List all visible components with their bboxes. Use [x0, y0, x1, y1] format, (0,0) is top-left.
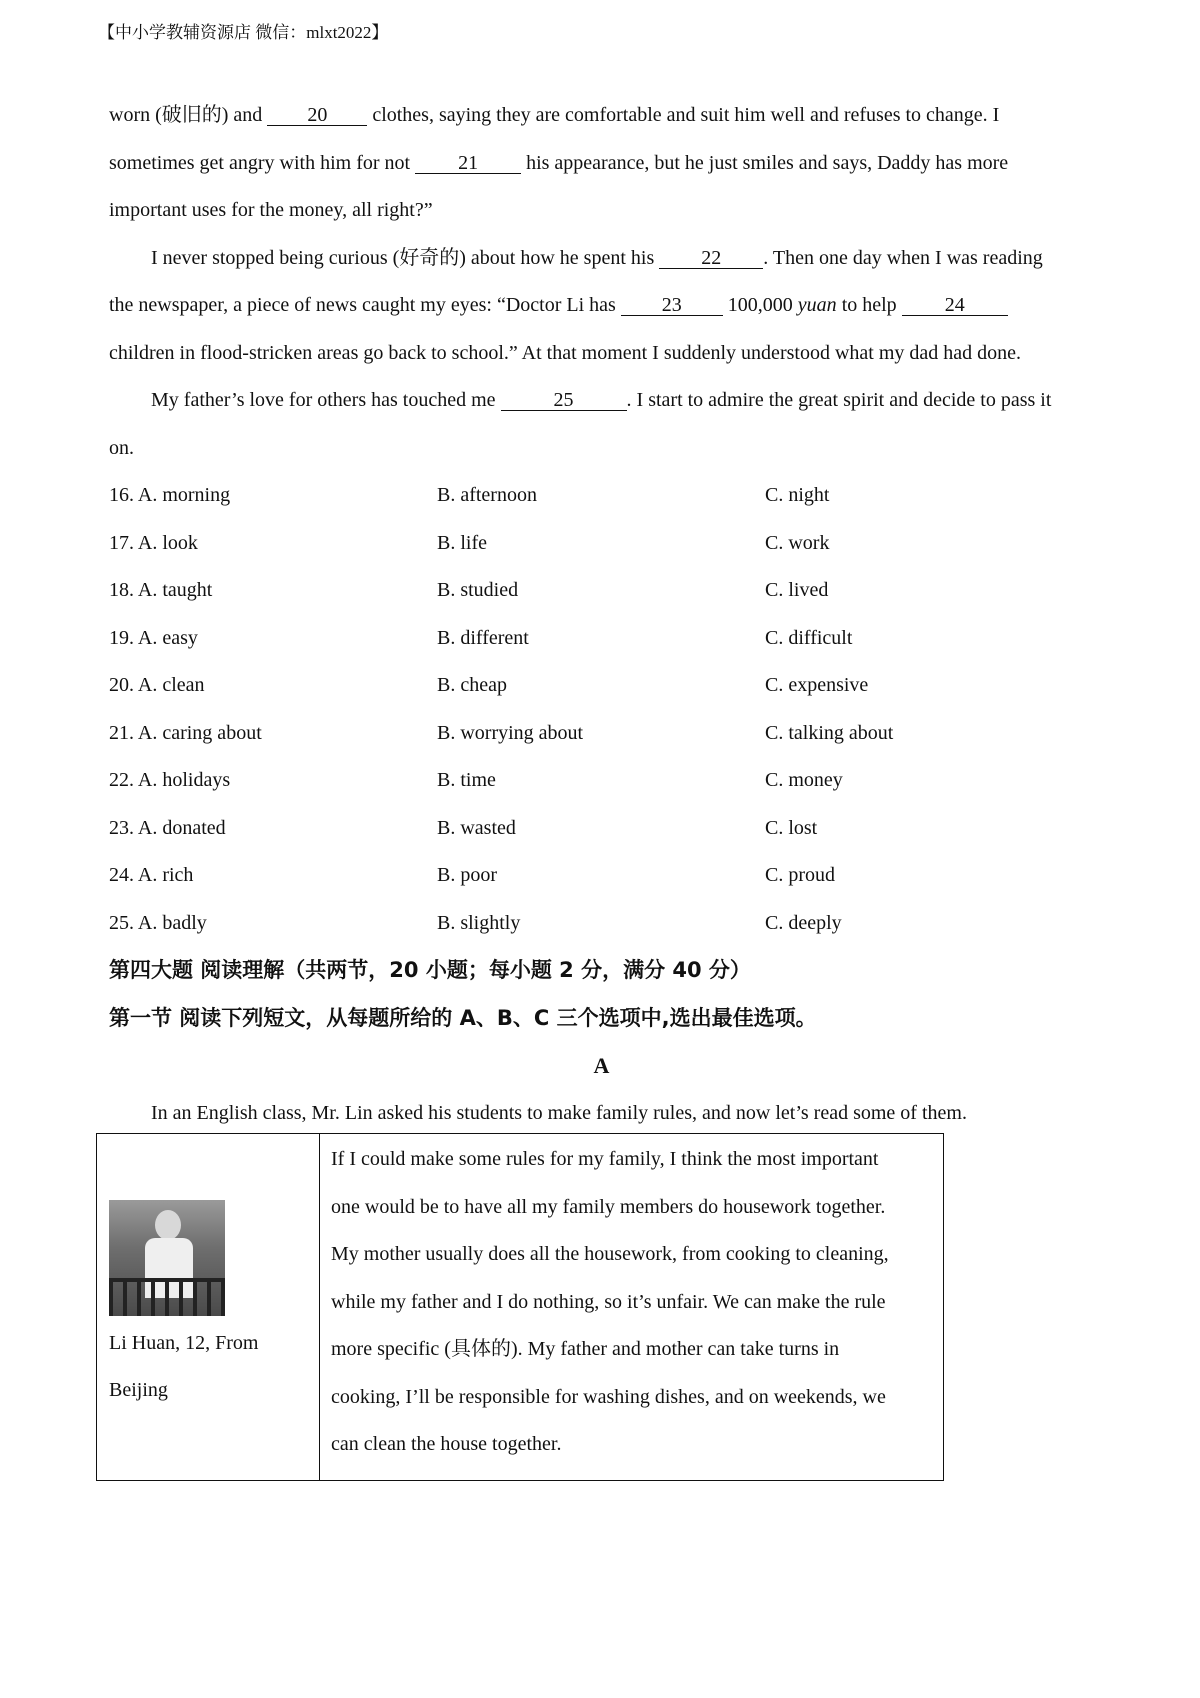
option-b: B. wasted — [437, 816, 516, 839]
passage-line — [109, 377, 1109, 425]
option-b: B. poor — [437, 864, 497, 886]
option-a: 17. A. look — [109, 531, 198, 554]
option-c: C. talking about — [765, 721, 894, 744]
text: My father’s love for others has touched me — [151, 389, 501, 411]
option-row — [109, 852, 1109, 900]
option-a: 20. A. clean — [109, 674, 205, 696]
option-c: C. night — [765, 484, 830, 506]
option-row — [109, 805, 1109, 853]
passage-line: children in flood-stricken areas go back to school.” At that moment I suddenly understood what my dad had done. — [109, 341, 1022, 364]
student-caption-line: Beijing — [109, 1379, 168, 1401]
option-b: B. studied — [437, 579, 519, 601]
page-header: 【中小学教辅资源店 微信：mlxt2022】 — [98, 23, 389, 42]
options-list — [109, 472, 1109, 947]
rule-line: cooking, I’ll be responsible for washing dishes, and on weekends, we — [331, 1385, 886, 1408]
student-cell — [97, 1134, 320, 1481]
rule-text-cell — [320, 1134, 944, 1481]
text: . Then one day when I was reading — [763, 246, 1043, 269]
photo-head-shape — [155, 1210, 181, 1240]
passage-intro: In an English class, Mr. Lin asked his students to make family rules, and now let’s read some of them. — [151, 1101, 967, 1124]
passage-letter: A — [593, 1053, 610, 1078]
option-row — [109, 662, 1109, 710]
option-c: C. lived — [765, 579, 829, 601]
option-a: 16. A. morning — [109, 484, 231, 506]
section-title: 第四大题 阅读理解（共两节，20 小题；每小题 2 分，满分 40 分） — [109, 958, 751, 982]
option-c: C. deeply — [765, 911, 842, 934]
family-rules-table — [96, 1133, 944, 1481]
part-title: 第一节 阅读下列短文，从每题所给的 A、B、C 三个选项中,选出最佳选项。 — [109, 1005, 817, 1030]
passage-line — [109, 92, 1109, 140]
option-row — [109, 472, 1109, 520]
blank-22: 22 — [659, 248, 763, 269]
option-a: 23. A. donated — [109, 816, 226, 839]
passage-line: important uses for the money, all right?” — [109, 199, 433, 221]
passage-line — [109, 140, 1109, 188]
rule-line: If I could make some rules for my family, I think the most important — [331, 1148, 879, 1170]
option-c: C. money — [765, 769, 843, 791]
option-a: 19. A. easy — [109, 626, 198, 649]
option-a: 18. A. taught — [109, 579, 213, 601]
text: 100,000 — [722, 294, 798, 316]
option-b: B. worrying about — [437, 721, 584, 744]
option-row — [109, 757, 1109, 805]
option-b: B. afternoon — [437, 484, 537, 506]
text: clothes, saying they are comfortable and suit him well and refuses to change. I — [367, 104, 1000, 126]
passage-line: on. — [109, 436, 134, 459]
text: his appearance, but he just smiles and says, Daddy has more — [521, 151, 1009, 174]
rule-text — [331, 1136, 943, 1469]
blank-23: 23 — [621, 295, 723, 316]
option-b: B. slightly — [437, 911, 521, 934]
option-b: B. time — [437, 769, 496, 791]
option-c: C. difficult — [765, 626, 853, 649]
option-b: B. different — [437, 626, 529, 649]
option-a: 22. A. holidays — [109, 769, 231, 791]
option-c: C. proud — [765, 864, 835, 886]
option-row — [109, 615, 1109, 663]
option-row — [109, 567, 1109, 615]
rule-line: one would be to have all my family members do housework together. — [331, 1195, 886, 1218]
option-c: C. lost — [765, 816, 818, 839]
option-row — [109, 520, 1109, 568]
option-a: 21. A. caring about — [109, 721, 262, 744]
passage-line — [109, 282, 1109, 330]
option-c: C. expensive — [765, 674, 869, 696]
blank-25: 25 — [501, 390, 627, 411]
student-photo — [109, 1200, 225, 1316]
rule-line: My mother usually does all the housework, from cooking to cleaning, — [331, 1243, 889, 1265]
cloze-passage — [109, 92, 1109, 1137]
text: to help — [836, 294, 902, 316]
blank-21: 21 — [415, 153, 521, 174]
option-b: B. cheap — [437, 674, 507, 696]
rule-line: more specific (具体的). My father and mother can take turns in — [331, 1338, 840, 1360]
option-c: C. work — [765, 531, 830, 554]
text: the newspaper, a piece of news caught my eyes: “Doctor Li has — [109, 294, 621, 316]
option-row — [109, 900, 1109, 948]
passage-line — [109, 235, 1109, 283]
option-a: 25. A. badly — [109, 911, 207, 934]
italic-text: yuan — [797, 294, 837, 316]
student-caption-line: Li Huan, 12, From — [109, 1331, 259, 1354]
photo-rail-shape — [109, 1278, 225, 1316]
rule-line: can clean the house together. — [331, 1433, 562, 1455]
blank-20: 20 — [267, 105, 367, 126]
option-a: 24. A. rich — [109, 864, 194, 886]
text: sometimes get angry with him for not — [109, 151, 416, 174]
option-row — [109, 710, 1109, 758]
text: . I start to admire the great spirit and decide to pass it — [626, 389, 1052, 411]
text: I never stopped being curious (好奇的) about how he spent his — [151, 246, 660, 269]
blank-24: 24 — [902, 295, 1008, 316]
option-b: B. life — [437, 531, 487, 554]
text: worn (破旧的) and — [109, 104, 268, 126]
rule-line: while my father and I do nothing, so it’s unfair. We can make the rule — [331, 1290, 886, 1313]
